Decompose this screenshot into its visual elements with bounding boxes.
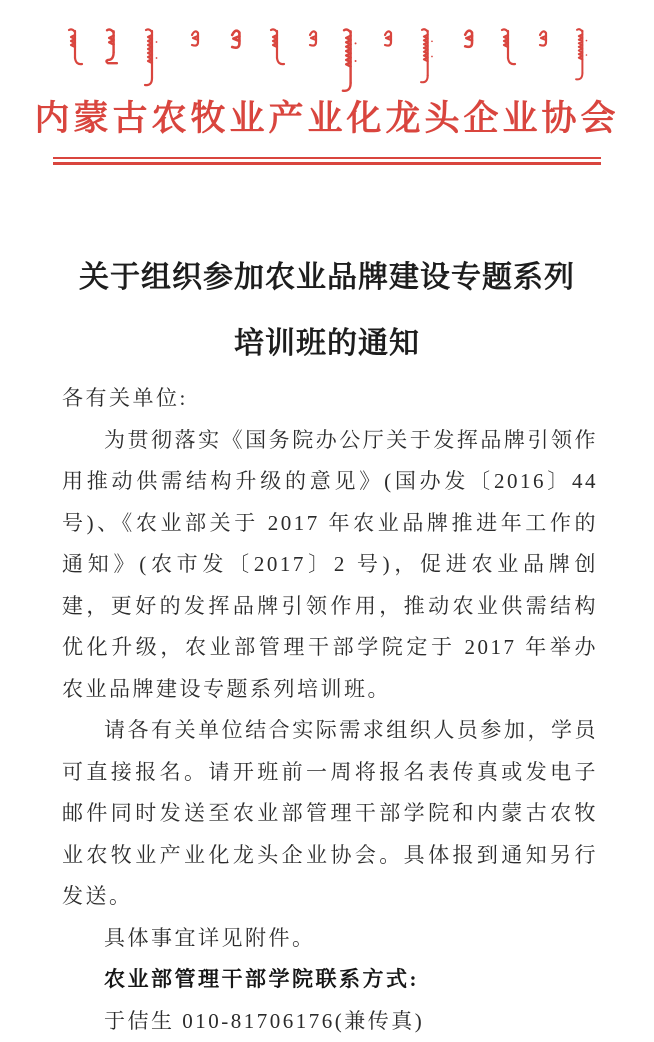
notice-title (0, 245, 654, 377)
notice-body (62, 378, 598, 1042)
letterhead (0, 0, 654, 165)
body-paragraph: 请各有关单位结合实际需求组织人员参加，学员可直接报名。请开班前一周将报名表传真或发电子邮件同时发送至农业部管理干部学院和内蒙古农牧业农牧业产业化龙头企业协会。具体报到通知另行发送。 (62, 710, 598, 918)
mongolian-script-icon (51, 26, 603, 92)
divider-line-thick (53, 162, 601, 165)
body-paragraph: 为贯彻落实《国务院办公厅关于发挥品牌引领作用推动供需结构升级的意见》(国办发〔2016〕44 号)、《农业部关于 2017 年农业品牌推进年工作的通知》(农市发〔2017〕2 号)，促进农业品牌创建，更好的发挥品牌引领作用，推动农业供需结构优化升级，农业部管理干部学院定于 2017 年举办农业品牌建设专题系列培训班。 (62, 420, 598, 711)
letterhead-divider (53, 157, 601, 165)
body-paragraph: 具体事宜详见附件。 (62, 918, 598, 960)
salutation: 各有关单位: (62, 378, 598, 420)
notice-title-line1: 关于组织参加农业品牌建设专题系列 (0, 245, 654, 311)
contact-line: 于佶生 010-81706176(兼传真) (62, 1001, 598, 1042)
org-name: 内蒙古农牧业产业化龙头企业协会 (0, 94, 654, 144)
notice-title-line2: 培训班的通知 (0, 311, 654, 377)
contact-heading: 农业部管理干部学院联系方式: (62, 959, 598, 1001)
